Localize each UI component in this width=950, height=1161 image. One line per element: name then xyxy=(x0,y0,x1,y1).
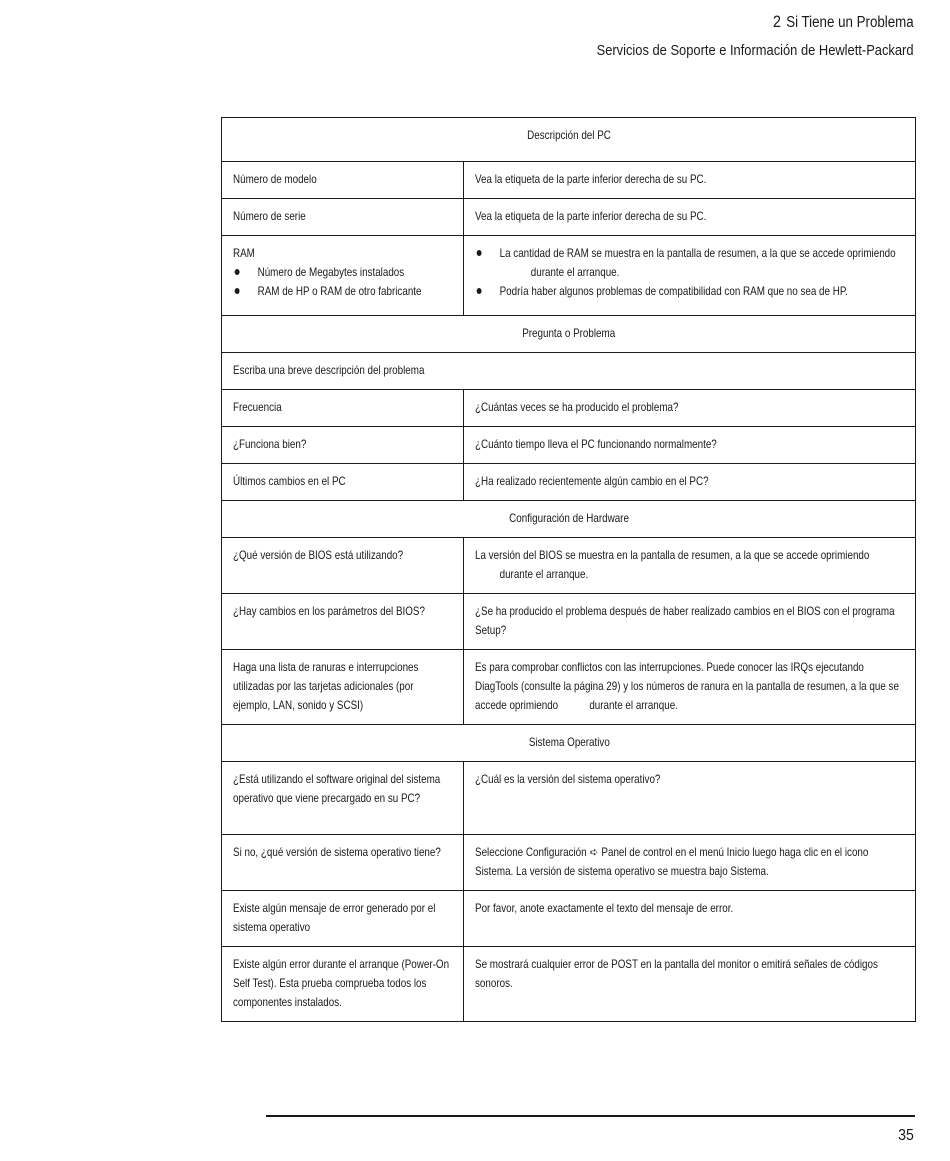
table-row xyxy=(222,538,916,594)
section-title-problem: Pregunta o Problema xyxy=(522,326,616,340)
row-value: ¿Cuántas veces se ha producido el problema? xyxy=(475,400,679,414)
arrow-right-icon: ➪ xyxy=(589,845,599,859)
table-row xyxy=(222,199,916,236)
row-value: Por favor, anote exactamente el texto del mensaje de error. xyxy=(475,901,734,915)
row-value: ¿Cuánto tiempo lleva el PC funcionando normalmente? xyxy=(475,437,717,451)
table-row xyxy=(222,390,916,427)
row-label: RAM xyxy=(233,246,255,260)
chapter-number: 2 xyxy=(773,12,782,31)
table-row xyxy=(222,835,916,891)
row-label: Número de serie xyxy=(233,209,306,223)
row-label: Últimos cambios en el PC xyxy=(233,474,346,488)
ram-info-list xyxy=(475,244,905,301)
list-item: Podría haber algunos problemas de compatibilidad con RAM que no sea de HP. xyxy=(475,282,905,301)
table-row xyxy=(222,353,916,390)
row-label: Existe algún mensaje de error generado por el sistema operativo xyxy=(233,901,436,934)
row-value: Seleccione Configuración ➪ Panel de control en el menú Inicio luego haga clic en el icono Sistema. La versión de sistema operativo se muestra bajo Sistema. xyxy=(475,845,869,878)
row-label: ¿Funciona bien? xyxy=(233,437,307,451)
table-row xyxy=(222,762,916,835)
table-row xyxy=(222,891,916,947)
section-title-pc: Descripción del PC xyxy=(527,128,611,142)
row-label: ¿Está utilizando el software original del sistema operativo que viene precargado en su PC? xyxy=(233,772,441,805)
page-number: 35 xyxy=(898,1127,914,1144)
chapter-title: Si Tiene un Problema xyxy=(786,14,914,31)
row-value: Se mostrará cualquier error de POST en la pantalla del monitor o emitirá señales de códigos sonoros. xyxy=(475,957,878,990)
table-row xyxy=(222,594,916,650)
row-value: Es para comprobar conflictos con las interrupciones. Puede conocer las IRQs ejecutando DiagTools (consulte la página 29) y los números de ranura en la pantalla de resumen, a la que se accede oprimiendo durante el arranque. xyxy=(475,660,899,712)
row-label: Escriba una breve descripción del problema xyxy=(233,363,425,377)
table-row xyxy=(222,650,916,725)
row-label: Número de modelo xyxy=(233,172,317,186)
row-label: Existe algún error durante el arranque (Power-On Self Test). Esta prueba comprueba todos los componentes instalados. xyxy=(233,957,450,1009)
list-item: RAM de HP o RAM de otro fabricante xyxy=(233,282,453,301)
row-value: ¿Ha realizado recientemente algún cambio en el PC? xyxy=(475,474,709,488)
row-value: ¿Se ha producido el problema después de haber realizado cambios en el BIOS con el programa Setup? xyxy=(475,604,895,637)
row-label: ¿Hay cambios en los parámetros del BIOS? xyxy=(233,604,425,618)
row-label: Si no, ¿qué versión de sistema operativo tiene? xyxy=(233,845,441,859)
list-item: Número de Megabytes instalados xyxy=(233,263,453,282)
row-label: ¿Qué versión de BIOS está utilizando? xyxy=(233,548,404,562)
row-value: Vea la etiqueta de la parte inferior derecha de su PC. xyxy=(475,172,707,186)
table-row xyxy=(222,162,916,199)
row-value: ¿Cuál es la versión del sistema operativo? xyxy=(475,772,661,786)
table-row xyxy=(222,464,916,501)
row-value: Vea la etiqueta de la parte inferior derecha de su PC. xyxy=(475,209,707,223)
table-row xyxy=(222,947,916,1022)
footer-divider xyxy=(266,1115,915,1117)
row-value: La versión del BIOS se muestra en la pantalla de resumen, a la que se accede oprimiendo durante el arranque. xyxy=(475,548,870,581)
pc-info-table xyxy=(221,117,916,1022)
row-label: Frecuencia xyxy=(233,400,282,414)
section-title: Servicios de Soporte e Información de Hewlett-Packard xyxy=(597,42,914,59)
list-item: La cantidad de RAM se muestra en la pantalla de resumen, a la que se accede oprimiendodurante el arranque. xyxy=(475,244,905,282)
section-row-os xyxy=(222,725,916,762)
section-row-pc xyxy=(222,118,916,162)
section-row-hardware xyxy=(222,501,916,538)
chapter-header xyxy=(773,12,914,32)
ram-list xyxy=(233,263,453,301)
section-title-os: Sistema Operativo xyxy=(528,735,610,749)
table-row xyxy=(222,236,916,316)
section-row-problem xyxy=(222,316,916,353)
table-row xyxy=(222,427,916,464)
row-label: Haga una lista de ranuras e interrupciones utilizadas por las tarjetas adicionales (por ejemplo, LAN, sonido y SCSI) xyxy=(233,660,419,712)
section-title-hardware: Configuración de Hardware xyxy=(509,511,629,525)
